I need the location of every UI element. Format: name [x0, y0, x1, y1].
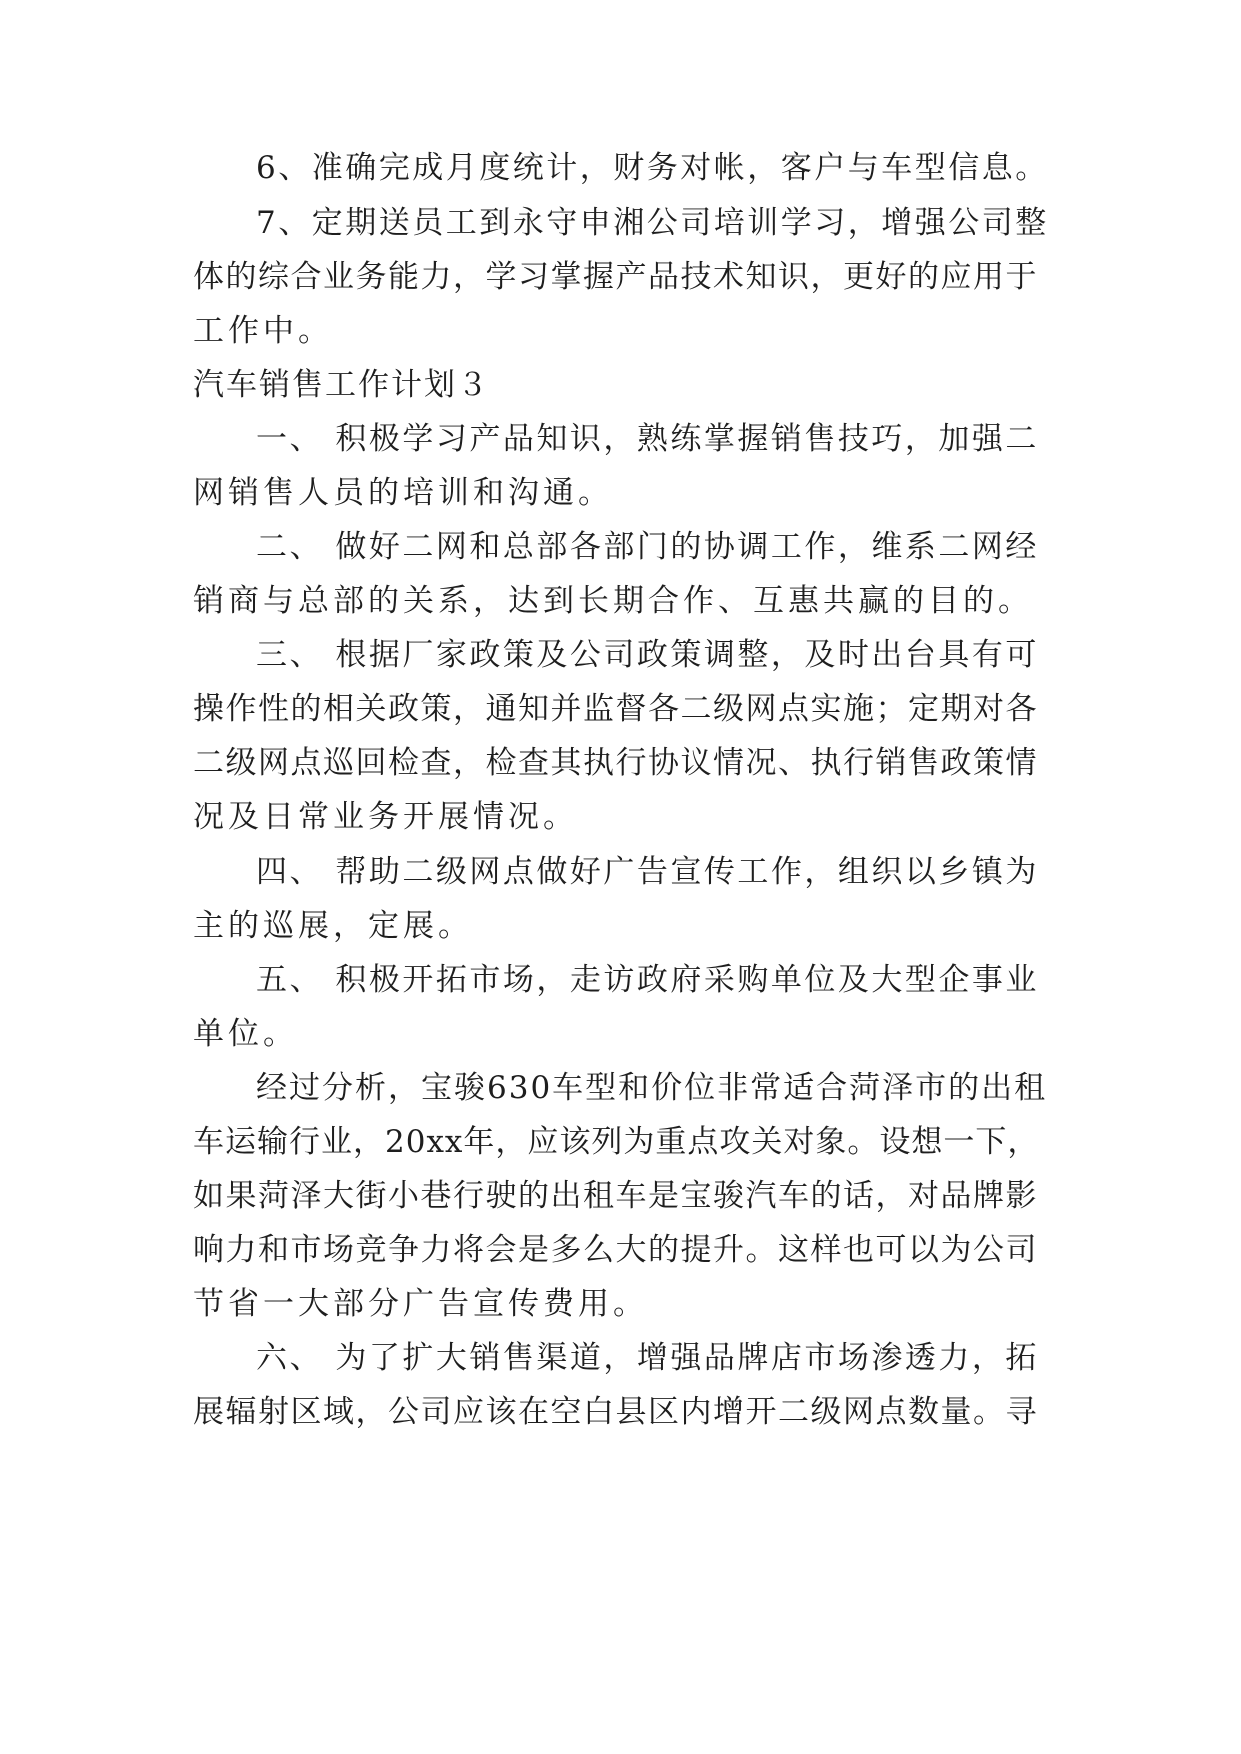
- text-line: 展辐射区域，公司应该在空白县区内增开二级网点数量。寻: [193, 1394, 1038, 1430]
- text-line: 如果菏泽大街小巷行驶的出租车是宝骏汽车的话，对品牌影: [193, 1178, 1038, 1214]
- text-line: 响力和市场竞争力将会是多么大的提升。这样也可以为公司: [193, 1232, 1038, 1268]
- text-line: 体的综合业务能力，学习掌握产品技术知识，更好的应用于: [193, 259, 1038, 295]
- text-line: 四、 帮助二级网点做好广告宣传工作，组织以乡镇为: [256, 854, 1039, 890]
- text-line: 网销售人员的培训和沟通。: [193, 475, 613, 511]
- text-line: 况及日常业务开展情况。: [193, 799, 578, 835]
- text-line: 五、 积极开拓市场，走访政府采购单位及大型企事业: [256, 962, 1039, 998]
- text-line: 操作性的相关政策，通知并监督各二级网点实施；定期对各: [193, 691, 1038, 727]
- text-line: 六、 为了扩大销售渠道，增强品牌店市场渗透力，拓: [256, 1340, 1039, 1376]
- text-line: 三、 根据厂家政策及公司政策调整，及时出台具有可: [256, 637, 1039, 673]
- text-line: 车运输行业，20xx年，应该列为重点攻关对象。设想一下，: [193, 1124, 1040, 1160]
- text-line: 经过分析，宝骏630车型和价位非常适合菏泽市的出租: [256, 1070, 1048, 1106]
- text-line: 6、准确完成月度统计，财务对帐，客户与车型信息。: [256, 150, 1049, 186]
- text-line: 主的巡展，定展。: [193, 908, 473, 944]
- text-line: 单位。: [193, 1016, 298, 1052]
- text-line: 一、 积极学习产品知识，熟练掌握销售技巧，加强二: [256, 421, 1039, 457]
- text-line: 节省一大部分广告宣传费用。: [193, 1286, 648, 1322]
- text-line: 二级网点巡回检查，检查其执行协议情况、执行销售政策情: [193, 745, 1038, 781]
- text-line: 工作中。: [193, 313, 333, 349]
- text-line: 二、 做好二网和总部各部门的协调工作，维系二网经: [256, 529, 1039, 565]
- text-line: 销商与总部的关系，达到长期合作、互惠共赢的目的。: [193, 583, 1033, 619]
- section-heading: 汽车销售工作计划３: [193, 367, 490, 403]
- text-line: 7、定期送员工到永守申湘公司培训学习，增强公司整: [256, 205, 1049, 241]
